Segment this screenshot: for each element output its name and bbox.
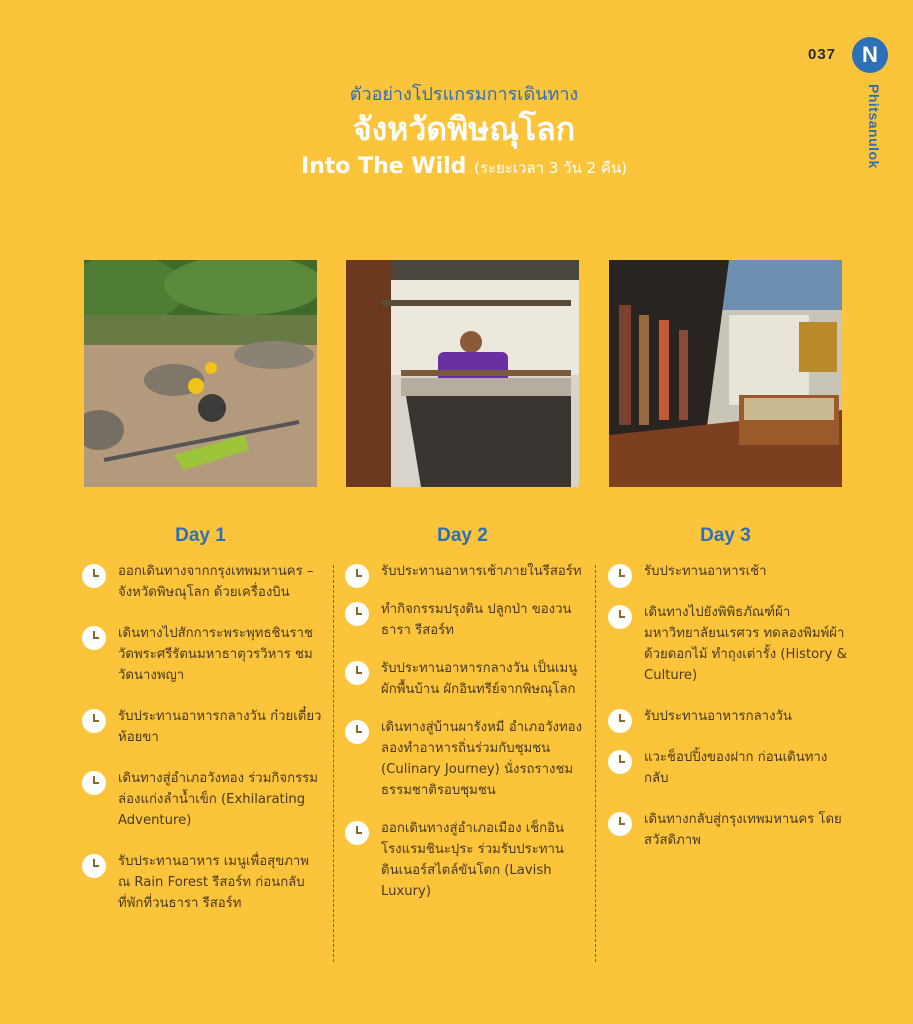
itinerary-text: เดินทางไปยังพิพิธภัณฑ์ผ้า มหาวิทยาลัยนเรศวร ทดลองพิมพ์ผ้าด้วยดอกไม้ ทำถุงเต่ารั้ง (History & Culture)	[644, 605, 847, 683]
clock-icon	[82, 771, 106, 795]
page-header	[0, 82, 913, 183]
itinerary-item	[82, 561, 322, 603]
itinerary-item	[82, 851, 322, 914]
clock-icon	[82, 854, 106, 878]
itinerary-item	[608, 561, 848, 582]
clock-icon	[345, 564, 369, 588]
itinerary-item	[345, 599, 585, 641]
province-side-label: Phitsanulok	[866, 84, 882, 169]
museum-photo	[609, 260, 842, 487]
day-1-itinerary	[82, 561, 322, 914]
itinerary-text: รับประทานอาหารกลางวัน เป็นเมนูผักพื้นบ้าน ผักอินทรีย์จากพิษณุโลก	[381, 661, 578, 697]
itinerary-text: ทำกิจกรรมปรุงดิน ปลูกป่า ของวนธารา รีสอร์ท	[381, 602, 572, 638]
itinerary-text: รับประทานอาหารกลางวัน	[644, 709, 792, 724]
weaving-photo	[346, 260, 579, 487]
page-title: จังหวัดพิษณุโลก	[352, 110, 576, 148]
column-divider	[595, 565, 596, 962]
itinerary-item	[345, 561, 585, 582]
itinerary-text: เดินทางกลับสู่กรุงเทพมหานคร โดยสวัสดิภาพ	[644, 812, 842, 848]
clock-icon	[82, 709, 106, 733]
clock-icon	[345, 821, 369, 845]
itinerary-text: รับประทานอาหาร เมนูเพื่อสุขภาพ ณ Rain Forest รีสอร์ท ก่อนกลับที่พักที่วนธารา รีสอร์ท	[118, 854, 309, 911]
page-number: 037	[808, 46, 837, 63]
page-subtitle: ตัวอย่างโปรแกรมการเดินทาง	[349, 84, 579, 105]
itinerary-text: รับประทานอาหารเช้า	[644, 564, 767, 579]
clock-icon	[608, 605, 632, 629]
itinerary-item	[608, 809, 848, 851]
itinerary-text: รับประทานอาหารเช้าภายในรีสอร์ท	[381, 564, 582, 579]
itinerary-text: เดินทางสู่บ้านผารังหมี อำเภอวังทอง ลองทำอาหารถิ่นร่วมกับชุมชน (Culinary Journey) นั่งรถรางชมธรรมชาติรอบชุมชน	[381, 720, 583, 798]
itinerary-text: รับประทานอาหารกลางวัน ก๋วยเตี๋ยวห้อยขา	[118, 709, 322, 745]
itinerary-item	[82, 768, 322, 831]
itinerary-text: ออกเดินทางสู่อำเภอเมือง เช็กอินโรงแรมชินะปุระ ร่วมรับประทานดินเนอร์สไตล์ขันโตก (Lavish Luxury)	[381, 821, 565, 899]
day-2-itinerary	[345, 561, 585, 902]
day-2-title: Day 2	[437, 525, 488, 546]
museum-image	[609, 260, 842, 487]
itinerary-item	[82, 623, 322, 686]
itinerary-text: ออกเดินทางจากกรุงเทพมหานคร – จังหวัดพิษณุโลก ด้วยเครื่องบิน	[118, 564, 314, 600]
itinerary-text: แวะช็อปปิ้งของฝาก ก่อนเดินทางกลับ	[644, 750, 828, 786]
clock-icon	[82, 626, 106, 650]
itinerary-item	[608, 747, 848, 789]
clock-icon	[345, 661, 369, 685]
day-3-title: Day 3	[700, 525, 751, 546]
itinerary-item	[82, 706, 322, 748]
day-1-title: Day 1	[175, 525, 226, 546]
clock-icon	[82, 564, 106, 588]
trip-duration: (ระยะเวลา 3 วัน 2 คืน)	[474, 159, 628, 177]
weaving-image	[346, 260, 579, 487]
itinerary-item	[608, 706, 848, 727]
day-3-itinerary	[608, 561, 848, 851]
itinerary-text: เดินทางสู่อำเภอวังทอง ร่วมกิจกรรมล่องแก่งลำน้ำเข็ก (Exhilarating Adventure)	[118, 771, 318, 828]
kayaking-photo	[84, 260, 317, 487]
itinerary-item	[345, 658, 585, 700]
itinerary-item	[608, 602, 848, 686]
province-badge: N	[852, 37, 888, 73]
itinerary-item	[345, 717, 585, 801]
itinerary-item	[345, 818, 585, 902]
column-divider	[333, 565, 334, 962]
clock-icon	[608, 812, 632, 836]
clock-icon	[345, 720, 369, 744]
itinerary-text: เดินทางไปสักการะพระพุทธชินราช วัดพระศรีรัตนมหาธาตุวรวิหาร ชมวัดนางพญา	[118, 626, 313, 683]
clock-icon	[608, 750, 632, 774]
clock-icon	[608, 709, 632, 733]
clock-icon	[345, 602, 369, 626]
clock-icon	[608, 564, 632, 588]
tagline-text: Into The Wild	[300, 154, 467, 179]
kayaking-image	[84, 260, 317, 487]
trip-tagline	[0, 152, 913, 183]
